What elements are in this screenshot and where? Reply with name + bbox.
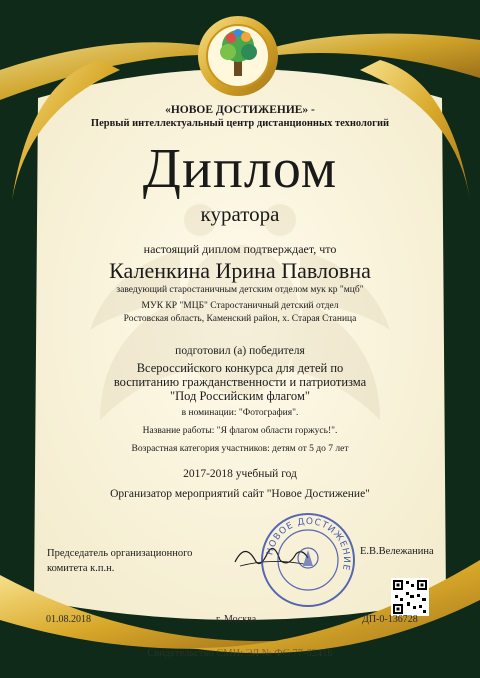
diploma-title: Диплом xyxy=(142,138,338,200)
stamp-ring-text: НОВОЕ ДОСТИЖЕНИЕ xyxy=(265,516,352,572)
confirmation-text: настоящий диплом подтверждает, что xyxy=(143,242,337,256)
school-year: 2017-2018 учебный год xyxy=(183,468,297,480)
recipient-position: заведующий старостаничным детским отделом мук кр "мцб" xyxy=(116,285,364,295)
recipient-institution: МУК КР "МЦБ" Старостаничный детский отдел xyxy=(141,301,339,311)
qr-code xyxy=(391,578,429,616)
official-stamp xyxy=(253,510,363,610)
work-title: Название работы: "Я флагом области горжусь!". xyxy=(142,426,338,436)
signature-role xyxy=(47,546,192,576)
signature-role-line1: Председатель организационного xyxy=(47,548,193,559)
age-category: Возрастная категория участников: детям от 5 до 7 лет xyxy=(131,444,349,454)
signature-role-line2: комитета к.п.н. xyxy=(47,563,115,574)
achievement-prepared: подготовил (а) победителя xyxy=(175,345,305,357)
medallion-emblem xyxy=(198,16,278,96)
recipient-address: Ростовская область, Каменский район, х. Старая Станица xyxy=(123,314,357,324)
diploma-subtitle: куратора xyxy=(200,202,280,226)
diploma-number: ДП-0-136728 xyxy=(362,614,418,625)
contest-name: Всероссийского конкурса для детей по воспитанию гражданственности и патриотизма "Под Российским флагом" xyxy=(113,361,367,403)
issue-city: г. Москва xyxy=(216,614,257,625)
organization-name: «НОВОЕ ДОСТИЖЕНИЕ» - xyxy=(165,104,315,116)
nomination: в номинации: "Фотография". xyxy=(181,408,299,418)
recipient-name: Каленкина Ирина Павловна xyxy=(109,258,371,283)
organizer: Организатор мероприятий сайт "Новое Достижение" xyxy=(110,488,370,500)
media-license: Свидетельство СМИ: ЭЛ № ФС 77-62416 xyxy=(147,648,333,659)
issue-date: 01.08.2018 xyxy=(46,614,91,625)
chairperson-name: Е.В.Вележанина xyxy=(360,546,434,557)
organization-tagline: Первый интеллектуальный центр дистанционных технологий xyxy=(90,118,390,129)
